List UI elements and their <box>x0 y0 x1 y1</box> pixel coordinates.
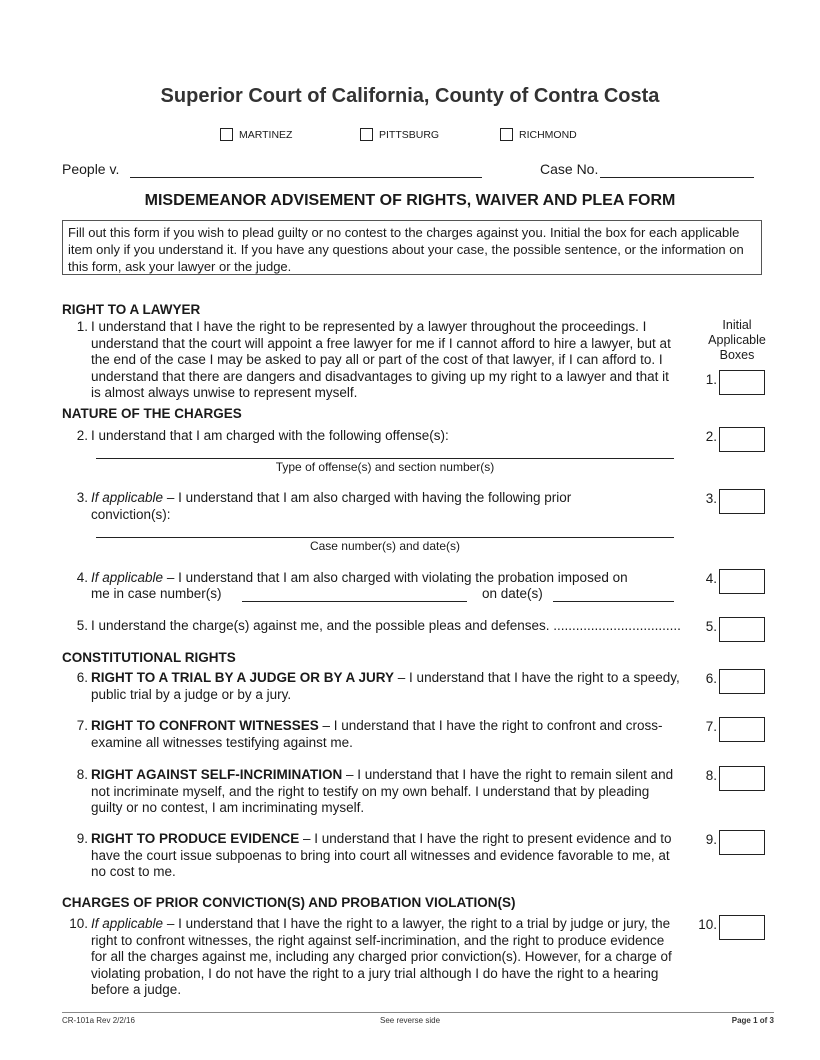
item-4-lead: If applicable <box>91 570 164 585</box>
item-9-body: – I understand that I have the right to present evidence and to have the court issue subpoenas to bring into court all witnesses and evidence favorable to me, at no cost to me. <box>91 831 672 879</box>
box-label-2: 2. <box>705 429 717 444</box>
probation-date-field[interactable] <box>553 601 674 602</box>
item-4-body: – I understand that I am also charged with violating the probation imposed on <box>163 570 628 585</box>
martinez-checkbox[interactable] <box>220 128 233 141</box>
item-4-number: 4. <box>76 570 88 585</box>
section-nature-of-charges: NATURE OF THE CHARGES <box>62 406 242 421</box>
section-right-to-lawyer: RIGHT TO A LAWYER <box>62 302 201 317</box>
item-8-number: 8. <box>76 767 88 782</box>
item-10 <box>68 916 680 999</box>
item-6-text <box>91 670 681 703</box>
item-6-body: – I understand that I have the right to a speedy, public trial by a judge or by a jury. <box>91 670 680 702</box>
item-9 <box>68 831 680 881</box>
location-richmond[interactable] <box>500 128 577 141</box>
initial-box-3[interactable] <box>719 489 765 514</box>
box-label-7: 7. <box>705 719 717 734</box>
box-label-3: 3. <box>705 491 717 506</box>
richmond-checkbox[interactable] <box>500 128 513 141</box>
prior-conviction-caption: Case number(s) and date(s) <box>309 539 461 553</box>
instructions-box: Fill out this form if you wish to plead guilty or no contest to the charges against you. Initial the box for each applicable item only if you understand it. If you have any questions about your case, the possible sentence, or the information on this form, ask your lawyer or the judge. <box>62 220 762 275</box>
item-3-number: 3. <box>76 490 88 505</box>
offense-caption: Type of offense(s) and section number(s) <box>275 460 495 474</box>
item-1-text <box>91 319 681 402</box>
item-3-text <box>91 490 611 523</box>
initial-header-line3: Boxes <box>719 348 755 362</box>
item-7-text <box>91 718 681 751</box>
item-1-number: 1. <box>76 319 88 334</box>
item-7-body: – I understand that I have the right to confront and cross-examine all witnesses testifying against me. <box>91 718 663 750</box>
section-constitutional-rights: CONSTITUTIONAL RIGHTS <box>62 650 236 665</box>
offense-field[interactable] <box>96 458 674 459</box>
section-prior-conviction: CHARGES OF PRIOR CONVICTION(S) AND PROBATION VIOLATION(S) <box>62 895 516 910</box>
initial-box-10[interactable] <box>719 915 765 940</box>
box-label-4: 4. <box>705 571 717 586</box>
item-8-heading: RIGHT AGAINST SELF-INCRIMINATION <box>91 767 343 782</box>
item-10-text <box>91 916 681 999</box>
pittsburg-checkbox[interactable] <box>360 128 373 141</box>
item-2-text: I understand that I am charged with the following offense(s): <box>91 428 449 443</box>
item-10-lead: If applicable <box>91 916 164 931</box>
item-9-heading: RIGHT TO PRODUCE EVIDENCE <box>91 831 300 846</box>
item-6-number: 6. <box>76 670 88 685</box>
location-pittsburg[interactable] <box>360 128 439 141</box>
item-7-heading: RIGHT TO CONFRONT WITNESSES <box>91 718 319 733</box>
initial-box-2[interactable] <box>719 427 765 452</box>
item-4-date-label: on date(s) <box>482 586 543 601</box>
case-no-field[interactable] <box>600 177 754 178</box>
item-8 <box>68 767 680 817</box>
footer-center-note: See reverse side <box>379 1016 441 1025</box>
initial-box-8[interactable] <box>719 766 765 791</box>
initial-box-1[interactable] <box>719 370 765 395</box>
item-4-case-label: me in case number(s) <box>91 586 222 601</box>
box-label-9: 9. <box>705 832 717 847</box>
item-3-body: – I understand that I am also charged with having the following prior conviction(s): <box>91 490 572 522</box>
initial-box-7[interactable] <box>719 717 765 742</box>
item-8-text <box>91 767 681 817</box>
footer-page-number: Page 1 of 3 <box>731 1016 774 1025</box>
item-9-text <box>91 831 681 881</box>
item-3 <box>68 490 680 524</box>
box-label-1: 1. <box>705 372 717 387</box>
item-10-number: 10. <box>69 916 88 931</box>
item-5-body: I understand the charge(s) against me, and the possible pleas and defenses. <box>91 618 550 633</box>
item-6-heading: RIGHT TO A TRIAL BY A JUDGE OR BY A JURY <box>91 670 395 685</box>
box-label-5: 5. <box>705 619 717 634</box>
initial-box-9[interactable] <box>719 830 765 855</box>
initial-header <box>705 318 769 363</box>
item-6 <box>68 670 680 703</box>
box-label-8: 8. <box>705 768 717 783</box>
form-title: MISDEMEANOR ADVISEMENT OF RIGHTS, WAIVER AND PLEA FORM <box>144 192 676 209</box>
case-no-label: Case No. <box>540 161 599 177</box>
initial-box-4[interactable] <box>719 569 765 594</box>
box-label-6: 6. <box>705 671 717 686</box>
item-1-body: I understand that I have the right to be represented by a lawyer throughout the proceedings. I understand that the court will appoint a free lawyer for me if I cannot afford to hire a lawyer, but at the end of the case I may be asked to pay all or part of the cost of that lawyer, if I can afford to. I understand that there are dangers and disadvantages to giving up my right to a lawyer and that it is almost always unwise to represent myself. <box>91 319 671 400</box>
item-9-number: 9. <box>76 831 88 846</box>
court-title: Superior Court of California, County of Contra Costa <box>160 85 660 107</box>
box-label-10: 10. <box>698 917 717 932</box>
item-4-text <box>91 570 681 587</box>
item-2-number: 2. <box>76 428 88 443</box>
footer-form-id: CR-101a Rev 2/2/16 <box>62 1016 135 1025</box>
people-name-field[interactable] <box>130 177 482 178</box>
prior-conviction-field[interactable] <box>96 537 674 538</box>
item-1 <box>68 319 680 403</box>
item-7 <box>68 718 680 751</box>
item-5-number: 5. <box>76 618 88 633</box>
initial-box-6[interactable] <box>719 669 765 694</box>
people-label: People v. <box>62 161 120 177</box>
initial-header-line1: Initial <box>722 318 752 332</box>
initial-header-line2: Applicable <box>708 333 766 347</box>
item-7-number: 7. <box>76 718 88 733</box>
pittsburg-label: PITTSBURG <box>379 128 440 141</box>
item-8-body: – I understand that I have the right to remain silent and not incriminate myself, and the right to testify on my own behalf. I understand that by pleading guilty or no contest, I am incriminating myself. <box>91 767 674 815</box>
item-5-text <box>91 618 681 635</box>
footer-divider <box>62 1012 774 1013</box>
location-martinez[interactable] <box>220 128 292 141</box>
richmond-label: RICHMOND <box>519 128 577 141</box>
item-10-body: – I understand that I have the right to a lawyer, the right to a trial by judge or jury, the right to confront witnesses, the right against self-incrimination, and the right to produce evidence for all the charges against me, including any charged prior conviction(s). However, for a charge of violating probation, I do not have the right to a jury trial although I do have the right to a hearing before a judge. <box>91 916 672 997</box>
martinez-label: MARTINEZ <box>239 128 293 141</box>
probation-case-field[interactable] <box>242 601 467 602</box>
initial-box-5[interactable] <box>719 617 765 642</box>
item-3-lead: If applicable <box>91 490 164 505</box>
